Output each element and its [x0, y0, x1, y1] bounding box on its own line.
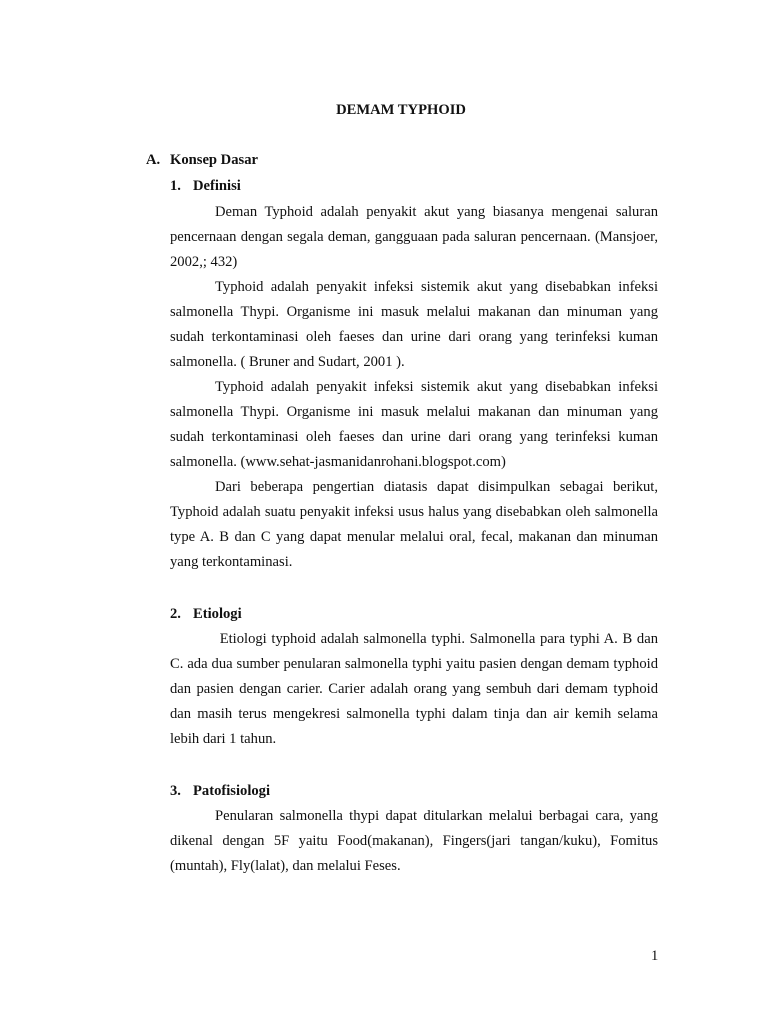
paragraph: Dari beberapa pengertian diatasis dapat disimpulkan sebagai berikut, Typhoid adalah suatu penyakit infeksi usus halus yang disebabkan oleh salmonella type A. B dan C yang dapat menular melalui oral, fecal, makanan dan minuman yang terkontaminasi. [170, 479, 658, 570]
section-title: Konsep Dasar [170, 152, 258, 168]
document-title: DEMAM TYPHOID [336, 102, 466, 118]
subsection-body-patofisiologi [170, 804, 658, 879]
subsection-title: Etiologi [193, 606, 242, 622]
subsection-body-etiologi [170, 627, 662, 752]
page-number: 1 [651, 948, 659, 964]
section-heading [146, 152, 258, 169]
paragraph: Etiologi typhoid adalah salmonella typhi. Salmonella para typhi A. B dan C. ada dua sumber penularan salmonella typhi yaitu pasien dengan demam typhoid dan pasien dengan carier. Carier adalah orang yang sembuh dari demam typhoid dan masih terus mengekresi salmonella typhi dalam tinja dan air kemih selama lebih dari 1 tahun. [170, 631, 662, 747]
subsection-number: 3. [170, 783, 181, 799]
subsection-title: Definisi [193, 178, 241, 194]
subsection-heading-definisi [170, 178, 241, 195]
section-marker: A. [146, 152, 161, 168]
paragraph: Penularan salmonella thypi dapat ditularkan melalui berbagai cara, yang dikenal dengan 5F yaitu Food(makanan), Fingers(jari tangan/kuku), Fomitus (muntah), Fly(lalat), dan melalui Feses. [170, 808, 658, 874]
paragraph: Typhoid adalah penyakit infeksi sistemik akut yang disebabkan infeksi salmonella Thypi. Organisme ini masuk melalui makanan dan minuman yang sudah terkontaminasi oleh faeses dan urine dari orang yang terinfeksi kuman salmonella. ( Bruner and Sudart, 2001 ). [170, 279, 658, 370]
subsection-heading-etiologi [170, 606, 242, 623]
paragraph: Deman Typhoid adalah penyakit akut yang biasanya mengenai saluran pencernaan dengan segala deman, gangguaan pada saluran pencernaan. (Mansjoer, 2002,; 432) [170, 204, 658, 270]
subsection-heading-patofisiologi [170, 783, 270, 800]
subsection-number: 1. [170, 178, 181, 194]
subsection-number: 2. [170, 606, 181, 622]
paragraph: Typhoid adalah penyakit infeksi sistemik akut yang disebabkan infeksi salmonella Thypi. Organisme ini masuk melalui makanan dan minuman yang sudah terkontaminasi oleh faeses dan urine dari orang yang terinfeksi kuman salmonella. (www.sehat-jasmanidanrohani.blogspot.com) [170, 379, 658, 470]
subsection-body-definisi [170, 200, 658, 575]
subsection-title: Patofisiologi [193, 783, 271, 799]
